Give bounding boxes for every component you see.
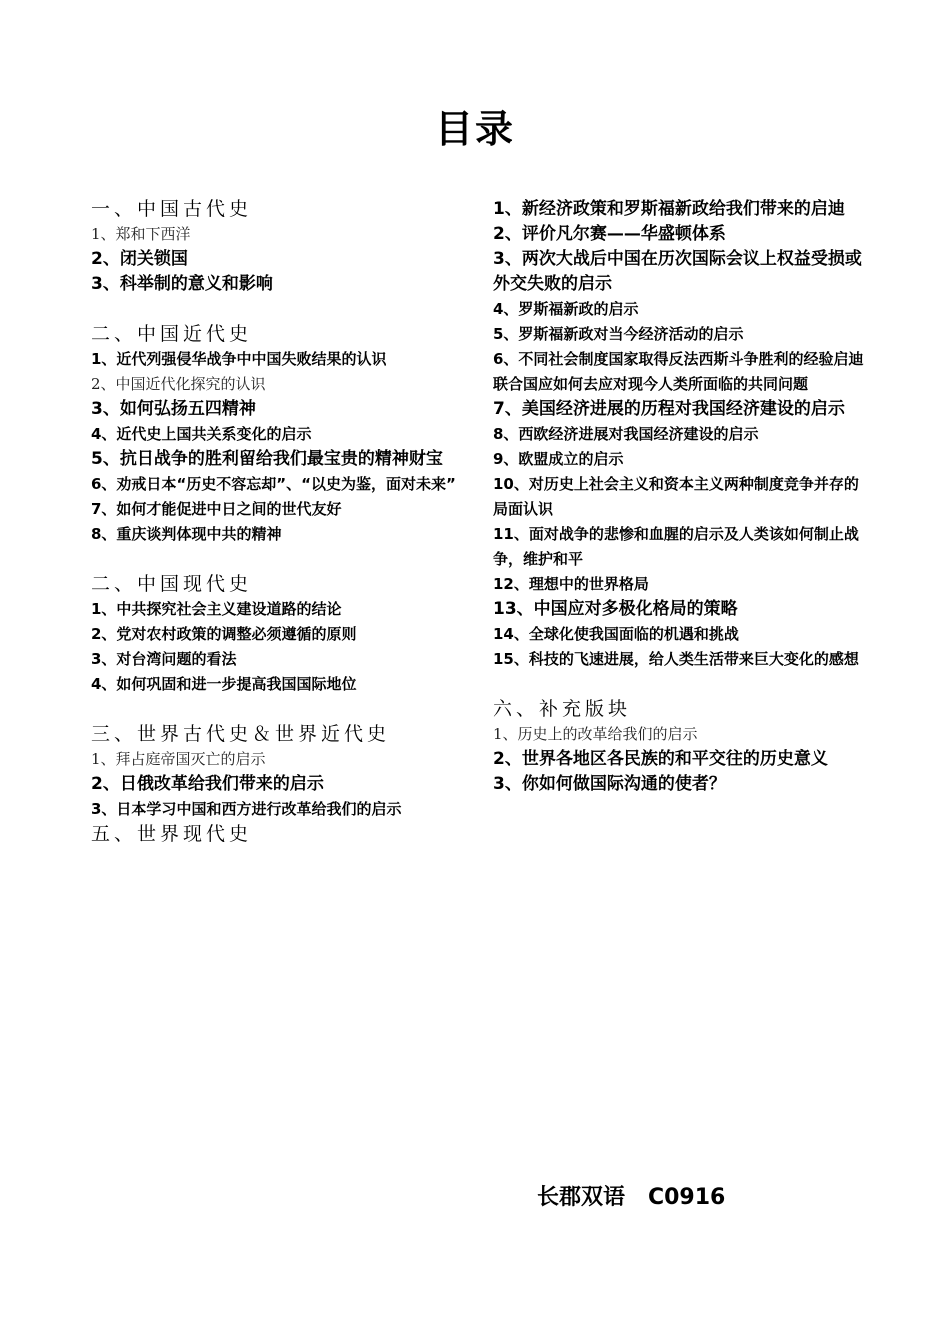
- toc-entry: 8、重庆谈判体现中共的精神: [91, 525, 282, 543]
- toc-entry: 14、全球化使我国面临的机遇和挑战: [493, 625, 739, 643]
- section-heading: 二、中国近代史: [91, 323, 253, 345]
- toc-entry: 3、你如何做国际沟通的使者？: [493, 774, 726, 794]
- spacer: [91, 697, 471, 722]
- toc-entry: 2、闭关锁国: [91, 249, 188, 269]
- spacer: [493, 672, 865, 697]
- section-heading: 六、补充版块: [493, 698, 632, 720]
- toc-entry: 1、新经济政策和罗斯福新政给我们带来的启迪: [493, 199, 845, 219]
- toc-entry: 4、罗斯福新政的启示: [493, 300, 639, 318]
- toc-entry: 13、中国应对多极化格局的策略: [493, 599, 738, 619]
- section-heading: 二、中国现代史: [91, 573, 253, 595]
- footer-school-code: 长郡双语 C0916: [537, 1185, 726, 1210]
- toc-entry: 1、历史上的改革给我们的启示: [493, 725, 698, 743]
- section-heading: 一、中国古代史: [91, 198, 253, 220]
- toc-entry: 10、对历史上社会主义和资本主义两种制度竞争并存的局面认识: [493, 475, 859, 518]
- toc-entry: 6、劝戒日本“历史不容忘却”、“以史为鉴，面对未来”: [91, 475, 456, 493]
- toc-entry: 2、中国近代化探究的认识: [91, 375, 266, 393]
- toc-entry: 3、对台湾问题的看法: [91, 650, 237, 668]
- toc-entry: 1、近代列强侵华战争中中国失败结果的认识: [91, 350, 387, 368]
- spacer: [91, 297, 471, 322]
- toc-entry: 3、两次大战后中国在历次国际会议上权益受损或外交失败的启示: [493, 249, 862, 294]
- toc-entry: 2、党对农村政策的调整必须遵循的原则: [91, 625, 357, 643]
- toc-entry: 4、近代史上国共关系变化的启示: [91, 425, 312, 443]
- toc-entry: 8、西欧经济进展对我国经济建设的启示: [493, 425, 759, 443]
- section-heading: 五、世界现代史: [91, 823, 253, 845]
- section-heading: 三、世界古代史＆世界近代史: [91, 723, 391, 745]
- toc-entry: 1、郑和下西洋: [91, 225, 191, 243]
- toc-entry: 3、日本学习中国和西方进行改革给我们的启示: [91, 800, 402, 818]
- toc-entry: 7、美国经济进展的历程对我国经济建设的启示: [493, 399, 845, 419]
- page-title: 目录: [434, 107, 515, 151]
- toc-right-column: [493, 197, 865, 797]
- toc-entry: 3、如何弘扬五四精神: [91, 399, 256, 419]
- toc-entry: 7、如何才能促进中日之间的世代友好: [91, 500, 342, 518]
- toc-entry: 15、科技的飞速进展，给人类生活带来巨大变化的感想: [493, 650, 859, 668]
- toc-entry: 12、理想中的世界格局: [493, 575, 649, 593]
- toc-entry: 4、如何巩固和进一步提高我国国际地位: [91, 675, 357, 693]
- toc-entry: 5、抗日战争的胜利留给我们最宝贵的精神财宝: [91, 449, 443, 469]
- toc-entry: 5、罗斯福新政对当今经济活动的启示: [493, 325, 744, 343]
- toc-entry: 3、科举制的意义和影响: [91, 274, 273, 294]
- toc-entry: 2、日俄改革给我们带来的启示: [91, 774, 324, 794]
- toc-entry: 11、面对战争的悲惨和血腥的启示及人类该如何制止战争，维护和平: [493, 525, 859, 568]
- spacer: [91, 547, 471, 572]
- toc-entry: 1、拜占庭帝国灭亡的启示: [91, 750, 266, 768]
- toc-entry: 2、评价凡尔赛——华盛顿体系: [493, 224, 726, 244]
- toc-entry: 6、不同社会制度国家取得反法西斯斗争胜利的经验启迪联合国应如何去应对现今人类所面临的共同问题: [493, 350, 864, 393]
- toc-entry: 9、欧盟成立的启示: [493, 450, 624, 468]
- toc-entry: 2、世界各地区各民族的和平交往的历史意义: [493, 749, 828, 769]
- toc-entry: 1、中共探究社会主义建设道路的结论: [91, 600, 342, 618]
- toc-left-column: [91, 197, 471, 847]
